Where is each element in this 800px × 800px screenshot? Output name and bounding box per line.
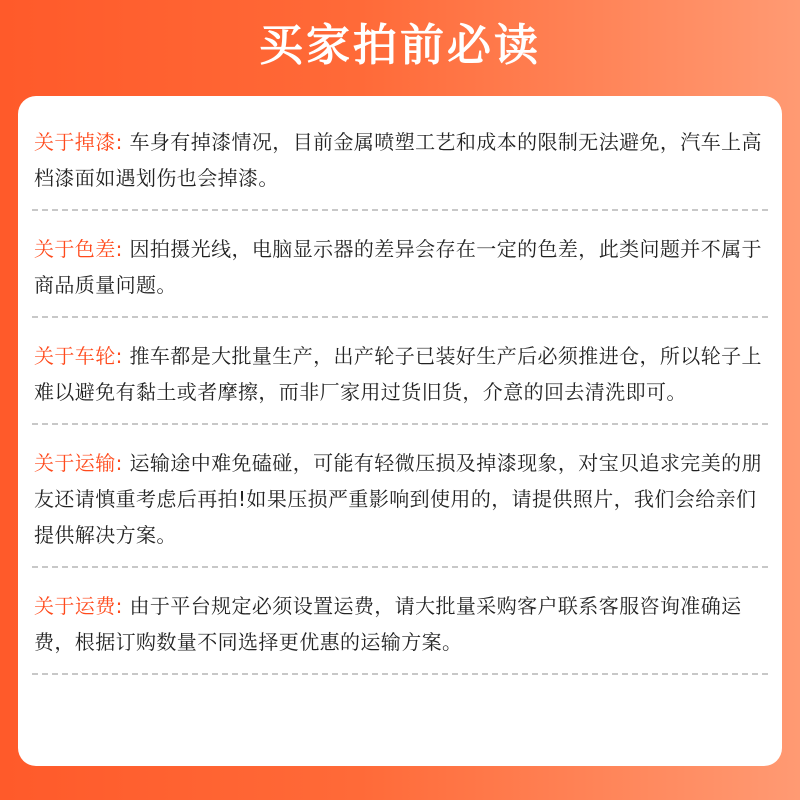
dashed-divider	[32, 566, 768, 568]
dashed-divider	[32, 316, 768, 318]
notice-body: 由于平台规定必须设置运费，请大批量采购客户联系客服咨询准确运费，根据订购数量不同选择更优惠的运输方案。	[34, 594, 742, 654]
page-title: 买家拍前必读	[259, 20, 541, 71]
notice-body: 车身有掉漆情况，目前金属喷塑工艺和成本的限制无法避免，汽车上高档漆面如遇划伤也会掉漆。	[34, 130, 762, 190]
notice-paragraph	[34, 231, 768, 303]
notice-wheels	[32, 330, 768, 410]
dashed-divider	[32, 423, 768, 425]
dashed-divider	[32, 209, 768, 211]
dashed-divider	[32, 673, 768, 675]
notice-shipping-fee	[32, 580, 768, 660]
notice-paragraph	[34, 338, 768, 410]
notice-body: 推车都是大批量生产，出产轮子已装好生产后必须推进仓，所以轮子上难以避免有黏土或者摩擦，而非厂家用过货旧货，介意的回去清洗即可。	[34, 344, 762, 404]
notice-body: 因拍摄光线，电脑显示器的差异会存在一定的色差，此类问题并不属于商品质量问题。	[34, 237, 762, 297]
notice-body: 运输途中难免磕碰，可能有轻微压损及掉漆现象，对宝贝追求完美的朋友还请慎重考虑后再拍!如果压损严重影响到使用的，请提供照片，我们会给亲们提供解决方案。	[34, 451, 762, 547]
notice-color-difference	[32, 223, 768, 303]
notice-paint-chipping	[32, 116, 768, 196]
notice-label: 关于运费:	[34, 594, 123, 618]
notice-shipping-damage	[32, 437, 768, 553]
notice-label: 关于车轮:	[34, 344, 123, 368]
notice-label: 关于色差:	[34, 237, 123, 261]
notice-paragraph	[34, 124, 768, 196]
notice-label: 关于运输:	[34, 451, 123, 475]
notice-paragraph	[34, 445, 768, 553]
notice-paragraph	[34, 588, 768, 660]
notice-label: 关于掉漆:	[34, 130, 123, 154]
notice-card	[18, 96, 782, 766]
